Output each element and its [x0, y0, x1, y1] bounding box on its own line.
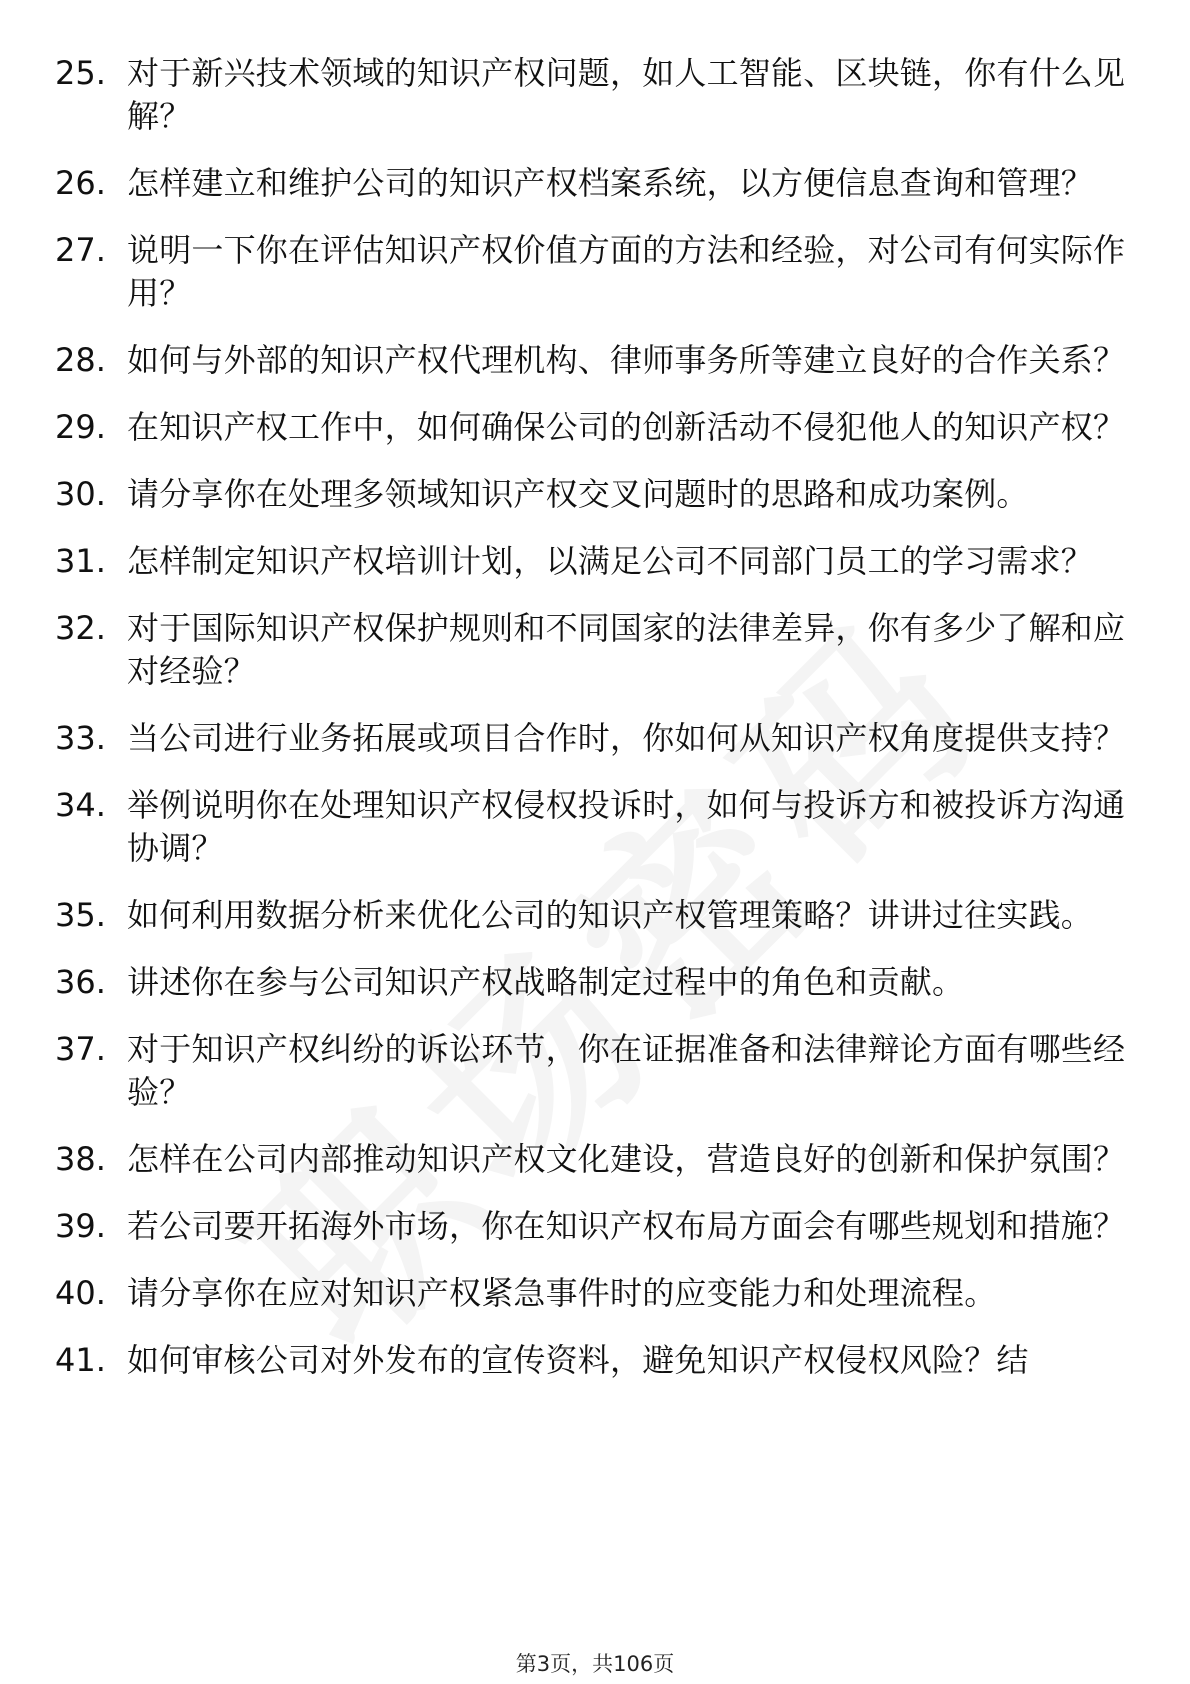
question-text: 举例说明你在处理知识产权侵权投诉时，如何与投诉方和被投诉方沟通协调？: [127, 786, 1126, 867]
question-text: 请分享你在处理多领域知识产权交叉问题时的思路和成功案例。: [127, 475, 1029, 513]
question-number: 25.: [55, 54, 106, 92]
question-text: 如何审核公司对外发布的宣传资料，避免知识产权侵权风险？结: [127, 1341, 1029, 1379]
list-item: [0, 406, 1190, 449]
question-number: 29.: [55, 408, 106, 446]
question-number: 41.: [55, 1341, 106, 1379]
question-text: 如何与外部的知识产权代理机构、律师事务所等建立良好的合作关系？: [127, 341, 1126, 379]
question-text: 对于国际知识产权保护规则和不同国家的法律差异，你有多少了解和应对经验？: [127, 609, 1126, 690]
question-text: 若公司要开拓海外市场，你在知识产权布局方面会有哪些规划和措施？: [127, 1207, 1126, 1245]
question-number: 28.: [55, 341, 106, 379]
question-number: 30.: [55, 475, 106, 513]
question-number: 33.: [55, 719, 106, 757]
question-text: 当公司进行业务拓展或项目合作时，你如何从知识产权角度提供支持？: [127, 719, 1126, 757]
question-text: 说明一下你在评估知识产权价值方面的方法和经验，对公司有何实际作用？: [127, 231, 1126, 312]
question-text: 怎样在公司内部推动知识产权文化建设，营造良好的创新和保护氛围？: [127, 1140, 1126, 1178]
question-text: 对于知识产权纠纷的诉讼环节，你在证据准备和法律辩论方面有哪些经验？: [127, 1030, 1126, 1111]
list-item: [0, 1205, 1190, 1248]
list-item: [0, 540, 1190, 583]
question-number: 26.: [55, 164, 106, 202]
question-number: 36.: [55, 963, 106, 1001]
list-item: [0, 1339, 1190, 1382]
list-item: [0, 717, 1190, 760]
list-item: [0, 52, 1190, 138]
question-number: 34.: [55, 786, 106, 824]
question-text: 怎样建立和维护公司的知识产权档案系统，以方便信息查询和管理？: [127, 164, 1094, 202]
question-text: 在知识产权工作中，如何确保公司的创新活动不侵犯他人的知识产权？: [127, 408, 1126, 446]
list-item: [0, 339, 1190, 382]
list-item: [0, 162, 1190, 205]
question-number: 40.: [55, 1274, 106, 1312]
question-text: 如何利用数据分析来优化公司的知识产权管理策略？讲讲过往实践。: [127, 896, 1094, 934]
list-item: [0, 473, 1190, 516]
list-item: [0, 229, 1190, 315]
list-item: [0, 607, 1190, 693]
list-item: [0, 1028, 1190, 1114]
question-number: 35.: [55, 896, 106, 934]
question-text: 对于新兴技术领域的知识产权问题，如人工智能、区块链，你有什么见解？: [127, 54, 1126, 135]
question-list: [0, 52, 1190, 1406]
question-text: 请分享你在应对知识产权紧急事件时的应变能力和处理流程。: [127, 1274, 997, 1312]
question-number: 27.: [55, 231, 106, 269]
question-number: 31.: [55, 542, 106, 580]
list-item: [0, 1138, 1190, 1181]
question-text: 怎样制定知识产权培训计划，以满足公司不同部门员工的学习需求？: [127, 542, 1094, 580]
question-number: 37.: [55, 1030, 106, 1068]
list-item: [0, 961, 1190, 1004]
question-number: 39.: [55, 1207, 106, 1245]
list-item: [0, 1272, 1190, 1315]
question-number: 32.: [55, 609, 106, 647]
page-footer: 第3页，共106页: [515, 1652, 675, 1676]
list-item: [0, 894, 1190, 937]
question-text: 讲述你在参与公司知识产权战略制定过程中的角色和贡献。: [127, 963, 965, 1001]
list-item: [0, 784, 1190, 870]
question-number: 38.: [55, 1140, 106, 1178]
